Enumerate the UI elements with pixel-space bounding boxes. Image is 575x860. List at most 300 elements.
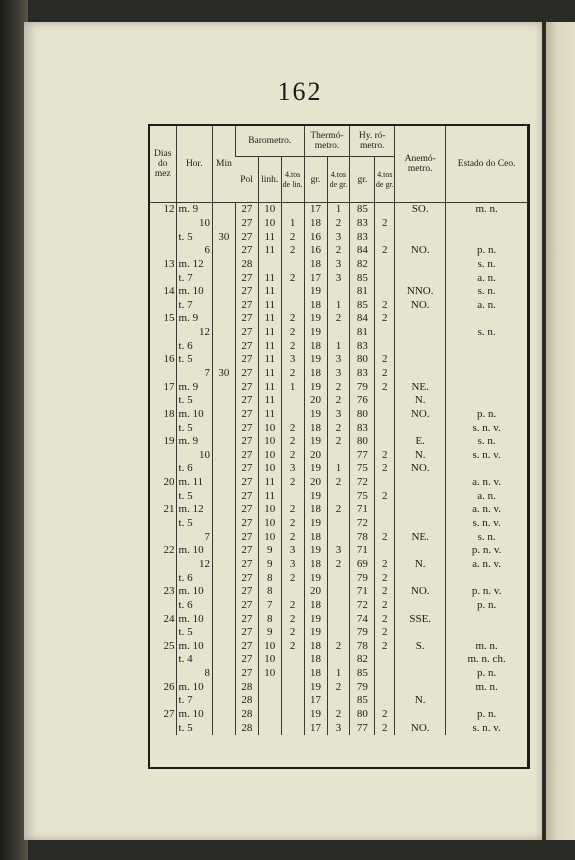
table-row <box>150 435 527 449</box>
cell-tg: 19 <box>304 626 327 640</box>
cell-hor: m. 9 <box>176 312 212 326</box>
cell-tq: 2 <box>327 244 350 258</box>
cell-est: s. n. v. <box>446 421 527 435</box>
header-anemometro: Anemó- metro. <box>395 126 446 203</box>
cell-ql <box>281 667 304 681</box>
cell-hor: m. 10 <box>176 544 212 558</box>
page-number: 162 <box>277 77 323 106</box>
table-row <box>150 339 527 353</box>
cell-est <box>446 626 527 640</box>
table-row <box>150 653 527 667</box>
cell-hq <box>375 544 395 558</box>
cell-hg: 71 <box>350 544 375 558</box>
cell-ane <box>395 544 446 558</box>
cell-hor: m. 10 <box>176 408 212 422</box>
cell-hg: 75 <box>350 489 375 503</box>
cell-ane: N. <box>395 558 446 572</box>
cell-tq <box>327 530 350 544</box>
cell-min <box>212 612 235 626</box>
header-thermometro: Thermó- metro. <box>304 126 350 157</box>
cell-hor: 10 <box>176 217 212 231</box>
cell-hq <box>375 285 395 299</box>
cell-min <box>212 271 235 285</box>
header-min: Min <box>212 126 235 203</box>
cell-ql <box>281 258 304 272</box>
header-linh: linh. <box>258 157 281 203</box>
cell-hq: 2 <box>375 312 395 326</box>
cell-min <box>212 244 235 258</box>
cell-min <box>212 203 235 217</box>
cell-ql: 2 <box>281 571 304 585</box>
cell-dia: 15 <box>163 312 175 325</box>
cell-dia <box>150 626 176 640</box>
cell-lin: 11 <box>258 298 281 312</box>
cell-dia: 24 <box>163 612 175 625</box>
cell-tq <box>327 653 350 667</box>
cell-dia: 12 <box>163 203 175 216</box>
cell-hor: t. 7 <box>176 271 212 285</box>
cell-ql: 2 <box>281 271 304 285</box>
cell-tq: 2 <box>327 380 350 394</box>
cell-hq: 2 <box>375 640 395 654</box>
cell-min <box>212 680 235 694</box>
cell-tq: 3 <box>327 544 350 558</box>
cell-lin: 11 <box>258 312 281 326</box>
table-row <box>150 476 527 490</box>
cell-ql: 2 <box>281 530 304 544</box>
cell-ane: NO. <box>395 408 446 422</box>
cell-tq: 3 <box>327 721 350 735</box>
cell-hg: 80 <box>350 408 375 422</box>
table-row <box>150 680 527 694</box>
cell-tg: 18 <box>304 298 327 312</box>
cell-hor: t. 6 <box>176 339 212 353</box>
cell-est: m. n. <box>446 640 527 654</box>
cell-ql <box>281 285 304 299</box>
header-hygrometro: Hy. ró- metro. <box>350 126 395 157</box>
table-row <box>150 585 527 599</box>
table-row <box>150 353 527 367</box>
cell-hor: t. 4 <box>176 653 212 667</box>
cell-hor: t. 5 <box>176 421 212 435</box>
cell-min <box>212 449 235 463</box>
cell-hq: 2 <box>375 353 395 367</box>
cell-hq <box>375 326 395 340</box>
cell-tg: 20 <box>304 585 327 599</box>
cell-tg: 19 <box>304 285 327 299</box>
cell-lin: 8 <box>258 585 281 599</box>
table-row <box>150 640 527 654</box>
cell-dia: 14 <box>163 285 175 298</box>
cell-est: s. n. <box>446 258 527 272</box>
cell-dia <box>150 339 176 353</box>
cell-pol: 27 <box>235 380 258 394</box>
cell-tq: 2 <box>327 421 350 435</box>
cell-est: a. n. v. <box>446 476 527 490</box>
cell-hor: m. 10 <box>176 680 212 694</box>
cell-lin: 7 <box>258 599 281 613</box>
cell-hq: 2 <box>375 244 395 258</box>
cell-ql: 2 <box>281 312 304 326</box>
cell-dia <box>150 517 176 531</box>
cell-min <box>212 708 235 722</box>
header-quartos-lin: 4.tos de lin. <box>281 157 304 203</box>
table-row <box>150 626 527 640</box>
cell-hor: m. 9 <box>176 380 212 394</box>
cell-tq <box>327 449 350 463</box>
cell-ql <box>281 203 304 217</box>
cell-dia <box>150 571 176 585</box>
cell-dia <box>150 421 176 435</box>
cell-est <box>446 694 527 708</box>
cell-lin: 10 <box>258 530 281 544</box>
cell-ql: 2 <box>281 517 304 531</box>
cell-est: a. n. v. <box>446 503 527 517</box>
cell-dia <box>150 599 176 613</box>
cell-est: s. n. <box>446 326 527 340</box>
cell-ane <box>395 489 446 503</box>
cell-hq <box>375 230 395 244</box>
cell-tg: 19 <box>304 489 327 503</box>
cell-est: m. n. <box>446 203 527 217</box>
cell-lin: 10 <box>258 653 281 667</box>
cell-tg: 17 <box>304 721 327 735</box>
cell-hg: 74 <box>350 612 375 626</box>
cell-pol: 27 <box>235 217 258 231</box>
cell-hg: 83 <box>350 230 375 244</box>
cell-min: 30 <box>212 230 235 244</box>
cell-min <box>212 285 235 299</box>
cell-hor: m. 12 <box>176 258 212 272</box>
cell-pol: 27 <box>235 367 258 381</box>
cell-est: p. n. <box>446 599 527 613</box>
cell-lin: 11 <box>258 326 281 340</box>
cell-min <box>212 667 235 681</box>
cell-min <box>212 462 235 476</box>
cell-hg: 85 <box>350 203 375 217</box>
cell-dia: 21 <box>163 503 175 516</box>
cell-hg: 72 <box>350 476 375 490</box>
table-row <box>150 367 527 381</box>
cell-hor: m. 12 <box>176 503 212 517</box>
cell-tq: 2 <box>327 503 350 517</box>
cell-hg: 77 <box>350 721 375 735</box>
cell-lin: 11 <box>258 230 281 244</box>
cell-est <box>446 312 527 326</box>
cell-est <box>446 571 527 585</box>
cell-min <box>212 530 235 544</box>
cell-hor: t. 5 <box>176 230 212 244</box>
table-row <box>150 449 527 463</box>
cell-tg: 19 <box>304 408 327 422</box>
cell-hq: 2 <box>375 367 395 381</box>
cell-pol: 27 <box>235 230 258 244</box>
cell-tq <box>327 612 350 626</box>
cell-tg: 20 <box>304 394 327 408</box>
cell-lin: 10 <box>258 217 281 231</box>
cell-lin: 11 <box>258 408 281 422</box>
cell-hg: 81 <box>350 285 375 299</box>
cell-pol: 27 <box>235 408 258 422</box>
table-row <box>150 408 527 422</box>
cell-lin: 11 <box>258 489 281 503</box>
cell-min <box>212 489 235 503</box>
cell-dia: 26 <box>163 680 175 693</box>
cell-ql: 2 <box>281 503 304 517</box>
cell-pol: 28 <box>235 708 258 722</box>
cell-ql <box>281 489 304 503</box>
cell-lin: 8 <box>258 612 281 626</box>
cell-tq: 2 <box>327 217 350 231</box>
cell-hq: 2 <box>375 462 395 476</box>
table-row <box>150 285 527 299</box>
cell-hor: m. 11 <box>176 476 212 490</box>
cell-tq: 2 <box>327 476 350 490</box>
cell-min <box>212 435 235 449</box>
table-row <box>150 530 527 544</box>
cell-hor: m. 9 <box>176 203 212 217</box>
cell-tg: 19 <box>304 612 327 626</box>
cell-hor: 12 <box>176 326 212 340</box>
cell-pol: 27 <box>235 489 258 503</box>
cell-min <box>212 380 235 394</box>
weather-table <box>150 126 527 735</box>
cell-lin: 11 <box>258 476 281 490</box>
cell-hg: 77 <box>350 449 375 463</box>
cell-lin: 8 <box>258 571 281 585</box>
cell-hq: 2 <box>375 708 395 722</box>
cell-est <box>446 612 527 626</box>
cell-lin: 9 <box>258 544 281 558</box>
table-row <box>150 489 527 503</box>
cell-est <box>446 380 527 394</box>
cell-dia <box>150 558 176 572</box>
cell-lin: 10 <box>258 449 281 463</box>
cell-tg: 18 <box>304 421 327 435</box>
cell-pol: 27 <box>235 626 258 640</box>
cell-hq <box>375 653 395 667</box>
cell-ane: NO. <box>395 298 446 312</box>
cell-lin: 11 <box>258 244 281 258</box>
cell-est: m. n. <box>446 680 527 694</box>
cell-hg: 80 <box>350 708 375 722</box>
cell-ql: 2 <box>281 476 304 490</box>
cell-tq <box>327 571 350 585</box>
cell-min <box>212 353 235 367</box>
cell-dia <box>150 217 176 231</box>
cell-min <box>212 653 235 667</box>
cell-min <box>212 421 235 435</box>
cell-tq <box>327 694 350 708</box>
cell-hq: 2 <box>375 585 395 599</box>
cell-lin <box>258 694 281 708</box>
cell-tg: 18 <box>304 503 327 517</box>
cell-dia: 27 <box>163 708 175 721</box>
cell-min <box>212 571 235 585</box>
cell-pol: 27 <box>235 449 258 463</box>
cell-hg: 85 <box>350 667 375 681</box>
cell-pol: 27 <box>235 476 258 490</box>
cell-ql: 2 <box>281 640 304 654</box>
cell-lin: 11 <box>258 285 281 299</box>
cell-hg: 71 <box>350 585 375 599</box>
cell-hq: 2 <box>375 217 395 231</box>
cell-hor: 10 <box>176 449 212 463</box>
cell-ane: NO. <box>395 462 446 476</box>
cell-hq <box>375 680 395 694</box>
cell-est: a. n. v. <box>446 558 527 572</box>
header-quartos-gr-thermo: 4.tos de gr. <box>327 157 350 203</box>
cell-ane: SSE. <box>395 612 446 626</box>
cell-hor: t. 7 <box>176 694 212 708</box>
table-body <box>150 203 527 735</box>
cell-hg: 83 <box>350 421 375 435</box>
cell-min <box>212 599 235 613</box>
cell-hor: 8 <box>176 667 212 681</box>
cell-hg: 80 <box>350 435 375 449</box>
cell-tg: 19 <box>304 312 327 326</box>
cell-hg: 81 <box>350 326 375 340</box>
cell-tq <box>327 585 350 599</box>
cell-pol: 27 <box>235 462 258 476</box>
cell-tq: 1 <box>327 462 350 476</box>
table-row <box>150 298 527 312</box>
cell-est: a. n. <box>446 298 527 312</box>
cell-lin: 10 <box>258 667 281 681</box>
cell-hq: 2 <box>375 599 395 613</box>
cell-tq: 3 <box>327 230 350 244</box>
cell-lin: 10 <box>258 435 281 449</box>
cell-hq <box>375 421 395 435</box>
cell-tg: 18 <box>304 530 327 544</box>
cell-pol: 27 <box>235 353 258 367</box>
cell-tg: 19 <box>304 326 327 340</box>
cell-hq <box>375 435 395 449</box>
cell-min <box>212 394 235 408</box>
cell-tg: 19 <box>304 353 327 367</box>
cell-ql <box>281 585 304 599</box>
cell-hq <box>375 517 395 531</box>
cell-tq: 3 <box>327 367 350 381</box>
cell-lin: 10 <box>258 517 281 531</box>
cell-hor: t. 5 <box>176 721 212 735</box>
cell-hg: 69 <box>350 558 375 572</box>
cell-lin: 10 <box>258 421 281 435</box>
cell-est <box>446 394 527 408</box>
cell-min <box>212 558 235 572</box>
cell-dia: 18 <box>163 407 175 420</box>
cell-hor: t. 5 <box>176 517 212 531</box>
cell-hq <box>375 476 395 490</box>
cell-hor: m. 9 <box>176 435 212 449</box>
cell-est: p. n. <box>446 708 527 722</box>
cell-hg: 79 <box>350 680 375 694</box>
cell-est <box>446 339 527 353</box>
cell-pol: 27 <box>235 585 258 599</box>
cell-tg: 19 <box>304 380 327 394</box>
cell-hq <box>375 694 395 708</box>
cell-ane <box>395 230 446 244</box>
cell-est: a. n. <box>446 271 527 285</box>
cell-min <box>212 503 235 517</box>
cell-tq: 2 <box>327 394 350 408</box>
cell-hor: m. 10 <box>176 708 212 722</box>
cell-ane <box>395 217 446 231</box>
cell-hor: t. 5 <box>176 353 212 367</box>
cell-tq: 1 <box>327 203 350 217</box>
cell-tg: 19 <box>304 435 327 449</box>
cell-min <box>212 408 235 422</box>
cell-dia <box>150 721 176 735</box>
cell-dia <box>150 367 176 381</box>
cell-tg: 19 <box>304 708 327 722</box>
cell-dia <box>150 489 176 503</box>
cell-est: s. n. <box>446 285 527 299</box>
cell-pol: 27 <box>235 517 258 531</box>
cell-hg: 83 <box>350 367 375 381</box>
cell-hg: 72 <box>350 599 375 613</box>
table-row <box>150 312 527 326</box>
cell-hor: 7 <box>176 367 212 381</box>
cell-est: s. n. <box>446 530 527 544</box>
cell-hor: t. 6 <box>176 571 212 585</box>
cell-pol: 27 <box>235 640 258 654</box>
cell-hq <box>375 203 395 217</box>
table-row <box>150 517 527 531</box>
cell-est: a. n. <box>446 489 527 503</box>
cell-pol: 27 <box>235 503 258 517</box>
cell-est <box>446 353 527 367</box>
cell-dia <box>150 326 176 340</box>
cell-ane <box>395 271 446 285</box>
cell-pol: 28 <box>235 721 258 735</box>
header-gr-hygro: gr. <box>350 157 375 203</box>
cell-tg: 20 <box>304 449 327 463</box>
cell-ql: 1 <box>281 380 304 394</box>
cell-lin: 11 <box>258 380 281 394</box>
header-quartos-gr-hygro: 4.tos de gr. <box>375 157 395 203</box>
cell-ane: N. <box>395 694 446 708</box>
cell-ql <box>281 721 304 735</box>
cell-pol: 27 <box>235 612 258 626</box>
cell-min <box>212 640 235 654</box>
cell-dia <box>150 244 176 258</box>
cell-tq <box>327 599 350 613</box>
cell-tq <box>327 626 350 640</box>
cell-ql: 3 <box>281 544 304 558</box>
cell-tg: 19 <box>304 517 327 531</box>
cell-lin: 11 <box>258 394 281 408</box>
cell-lin: 9 <box>258 626 281 640</box>
cell-tg: 18 <box>304 367 327 381</box>
cell-ane <box>395 326 446 340</box>
cell-min: 30 <box>212 367 235 381</box>
cell-ql: 2 <box>281 435 304 449</box>
cell-hg: 84 <box>350 312 375 326</box>
cell-tq: 2 <box>327 708 350 722</box>
cell-pol: 28 <box>235 680 258 694</box>
cell-est: p. n. <box>446 667 527 681</box>
cell-tg: 19 <box>304 571 327 585</box>
table-row <box>150 394 527 408</box>
cell-tq: 2 <box>327 680 350 694</box>
cell-tg: 17 <box>304 271 327 285</box>
table-row <box>150 271 527 285</box>
table-row <box>150 599 527 613</box>
cell-ql: 2 <box>281 599 304 613</box>
cell-min <box>212 626 235 640</box>
cell-est: s. n. v. <box>446 449 527 463</box>
